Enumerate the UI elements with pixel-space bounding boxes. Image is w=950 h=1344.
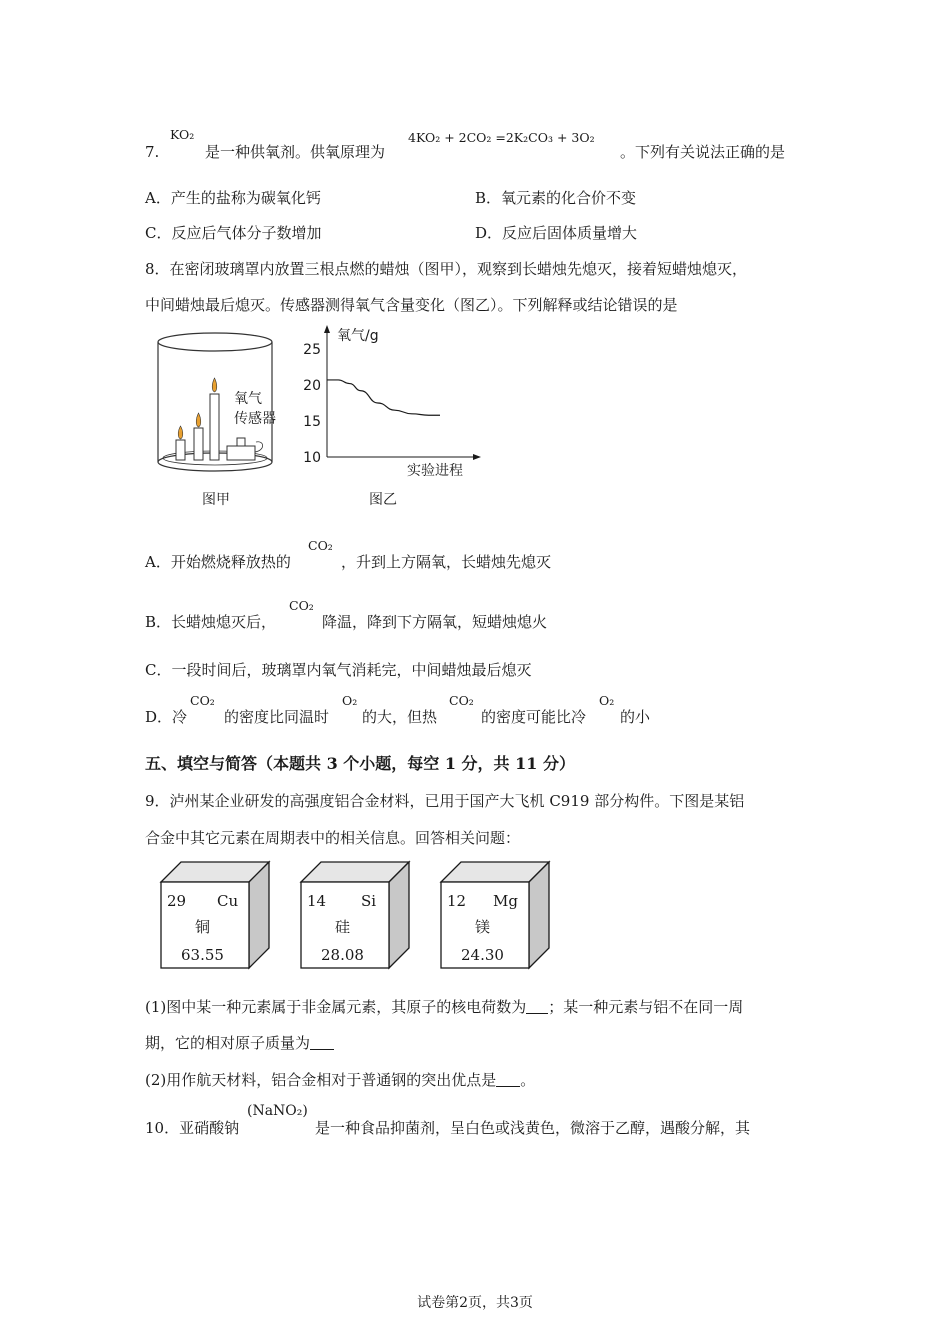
q10-suffix: 是一种食品抑菌剂，呈白色或浅黄色，微溶于乙醇，遇酸分解，其 xyxy=(315,1119,751,1137)
y-tick-label: 20 xyxy=(303,378,321,394)
element-card-cu xyxy=(161,862,269,968)
y-tick-label: 10 xyxy=(303,450,321,466)
y-axis-label: 氧气/g xyxy=(337,328,379,344)
q7-formula-ko2: KO₂ xyxy=(170,127,195,142)
q9-sub1-line-2: 期，它的相对原子质量为 xyxy=(145,1032,334,1054)
q7-option-c[interactable]: C．反应后气体分子数增加 xyxy=(145,224,322,242)
q8-d-formula-2: O₂ xyxy=(342,693,358,708)
element-card-si xyxy=(301,862,409,968)
element-mass: 63.55 xyxy=(181,946,224,964)
q10-formula: (NaNO₂) xyxy=(247,1103,308,1119)
element-cards xyxy=(155,856,555,976)
oxygen-chart xyxy=(295,323,485,515)
q8-d-formula-3: CO₂ xyxy=(449,693,474,708)
short-candle xyxy=(176,440,185,460)
q9-sub2: (2)用作航天材料，铝合金相对于普通钢的突出优点是 。 xyxy=(145,1071,536,1089)
oxygen-series-line xyxy=(327,380,440,415)
q8-d-text-3: 的密度可能比冷 xyxy=(481,708,587,726)
q8-option-d[interactable]: D．冷 xyxy=(145,708,188,726)
q10-prefix: 10．亚硝酸钠 xyxy=(145,1119,240,1137)
q8-option-c[interactable]: C．一段时间后，玻璃罩内氧气消耗完，中间蜡烛最后熄灭 xyxy=(145,661,532,679)
q7-option-d[interactable]: D．反应后固体质量增大 xyxy=(475,224,638,242)
element-symbol: Si xyxy=(361,892,377,910)
x-axis-label: 实验进程 xyxy=(407,463,463,479)
q7-text-2: 。下列有关说法正确的是 xyxy=(620,143,786,161)
element-number: 12 xyxy=(447,892,467,910)
q8-d-text-1: 的密度比同温时 xyxy=(224,708,330,726)
y-tick-label: 25 xyxy=(303,342,321,358)
q7-equation: 4KO₂ + 2CO₂ =2K₂CO₃ + 3O₂ xyxy=(408,130,595,145)
element-symbol: Mg xyxy=(493,892,518,910)
figure-b-caption: 图乙 xyxy=(369,492,397,508)
oxygen-sensor xyxy=(227,446,255,460)
q8-d-text-2: 的大，但热 xyxy=(362,708,438,726)
q8-a-formula: CO₂ xyxy=(308,538,333,553)
element-mass: 24.30 xyxy=(461,946,504,964)
answer-blank-2[interactable] xyxy=(310,1035,334,1050)
tall-candle xyxy=(210,394,219,460)
q8-option-a[interactable]: A．开始燃烧释放热的 xyxy=(145,553,291,571)
element-name: 铜 xyxy=(195,918,211,936)
q7-number: 7. xyxy=(145,143,160,161)
q8-a-suffix: ，升到上方隔氧，长蜡烛先熄灭 xyxy=(341,553,552,571)
q8-option-b[interactable]: B．长蜡烛熄灭后， xyxy=(145,613,277,631)
element-number: 29 xyxy=(167,892,187,910)
q8-line-1: 8．在密闭玻璃罩内放置三根点燃的蜡烛（图甲），观察到长蜡烛先熄灭，接着短蜡烛熄灭， xyxy=(145,260,748,278)
q8-b-suffix: 降温，降到下方隔氧，短蜡烛熄火 xyxy=(322,613,548,631)
section-5-title: 五、填空与简答（本题共 3 个小题，每空 1 分，共 11 分） xyxy=(145,754,575,773)
q8-d-formula-1: CO₂ xyxy=(190,693,215,708)
q7-option-b[interactable]: B．氧元素的化合价不变 xyxy=(475,189,637,207)
element-name: 硅 xyxy=(335,918,351,936)
element-number: 14 xyxy=(307,892,327,910)
y-tick-label: 15 xyxy=(303,414,321,430)
figure-a-caption: 图甲 xyxy=(202,492,230,508)
q8-line-2: 中间蜡烛最后熄灭。传感器测得氧气含量变化（图乙）。下列解释或结论错误的是 xyxy=(145,296,678,314)
element-name: 镁 xyxy=(475,918,491,936)
answer-blank-1[interactable] xyxy=(526,999,548,1014)
figure-candles xyxy=(150,330,290,515)
q8-d-text-4: 的小 xyxy=(620,708,651,726)
element-symbol: Cu xyxy=(217,892,239,910)
middle-candle xyxy=(194,428,203,460)
element-mass: 28.08 xyxy=(321,946,364,964)
element-card-mg xyxy=(441,862,549,968)
q9-line-2: 合金中其它元素在周期表中的相关信息。回答相关问题： xyxy=(145,829,521,847)
page-footer: 试卷第2页，共3页 xyxy=(417,1295,533,1311)
sensor-label-1: 氧气 xyxy=(234,391,262,407)
q9-line-1: 9．泸州某企业研发的高强度铝合金材料，已用于国产大飞机 C919 部分构件。下图是某铝 xyxy=(145,792,745,810)
answer-blank-3[interactable] xyxy=(496,1072,520,1087)
q8-b-formula: CO₂ xyxy=(289,598,314,613)
sensor-label-2: 传感器 xyxy=(234,411,276,427)
q9-sub1-line-1: (1)图中某一种元素属于非金属元素，其原子的核电荷数为 ；某一种元素与铝不在同一周 xyxy=(145,998,744,1016)
q7-option-a[interactable]: A．产生的盐称为碳氧化钙 xyxy=(145,189,321,207)
q7-text-1: 是一种供氧剂。供氧原理为 xyxy=(205,143,386,161)
q8-d-formula-4: O₂ xyxy=(599,693,615,708)
